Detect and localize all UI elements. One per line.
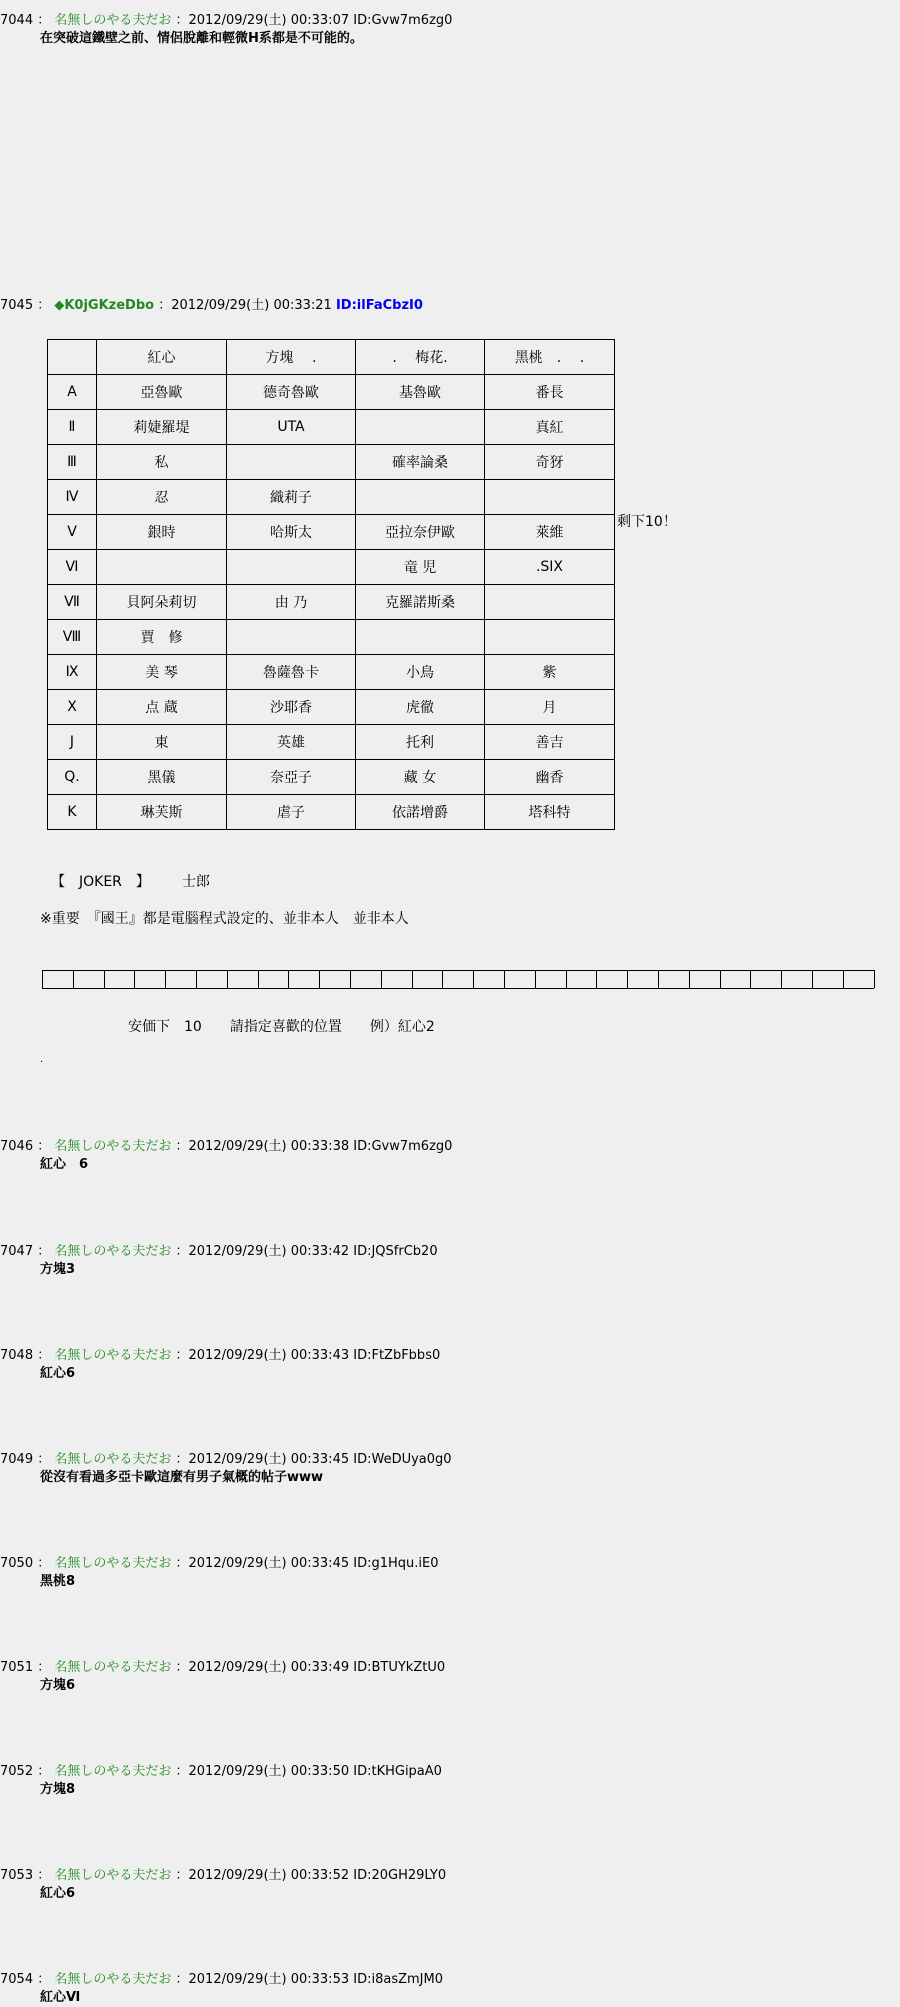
post-date: 2012/09/29(土) 00:33:50	[188, 1764, 350, 1779]
post-7050	[0, 1555, 890, 1591]
table-cell: 莉婕羅堤	[97, 410, 227, 445]
row-label-cell: Ⅳ	[48, 480, 97, 515]
poster-id: ID:ilFaCbzI0	[335, 298, 423, 313]
poster-id: ID:FtZbFbbs0	[353, 1348, 441, 1363]
post-7044	[0, 12, 890, 48]
poster-id: ID:Gvw7m6zg0	[353, 13, 453, 28]
poster-name: 名無しのやる夫だお	[54, 1868, 172, 1883]
poster-name: 名無しのやる夫だお	[54, 13, 172, 28]
row-label-cell: K	[48, 795, 97, 830]
table-cell: 虎徹	[356, 690, 485, 725]
table-row	[48, 725, 615, 760]
table-cell	[485, 480, 615, 515]
table-cell: 克羅諾斯桑	[356, 585, 485, 620]
poster-name: 名無しのやる夫だお	[54, 1972, 172, 1987]
table-cell: 塔科特	[485, 795, 615, 830]
row-label-cell: Ⅷ	[48, 620, 97, 655]
table-cell: 奈亞子	[227, 760, 356, 795]
ruler-tick	[843, 970, 844, 988]
table-cell: 依諾增爵	[356, 795, 485, 830]
ruler-tick	[442, 970, 443, 988]
post-7052	[0, 1763, 890, 1799]
post-body: 紅心6	[40, 1366, 76, 1381]
post-number: 7047	[0, 1244, 34, 1259]
poster-id: ID:i8asZmJM0	[353, 1972, 443, 1987]
ruler-tick	[196, 970, 197, 988]
table-cell: 亞拉奈伊歐	[356, 515, 485, 550]
row-label-cell: Ⅱ	[48, 410, 97, 445]
table-cell: 月	[485, 690, 615, 725]
ruler-line	[42, 970, 874, 988]
row-label-cell: J	[48, 725, 97, 760]
post-number: 7051	[0, 1660, 34, 1675]
joker-value: 士郎	[182, 874, 210, 890]
table-cell	[356, 620, 485, 655]
ruler-tick	[258, 970, 259, 988]
post-number: 7044	[0, 13, 34, 28]
ruler-tick	[319, 970, 320, 988]
poster-id: ID:tKHGipaA0	[353, 1764, 442, 1779]
table-cell	[227, 550, 356, 585]
ruler-tick	[535, 970, 536, 988]
post-body: 方塊3	[40, 1262, 76, 1277]
poster-name: 名無しのやる夫だお	[54, 1244, 172, 1259]
table-cell: 藏 女	[356, 760, 485, 795]
table-row	[48, 620, 615, 655]
table-header-cell: 方塊 .	[227, 340, 356, 375]
ruler-tick	[812, 970, 813, 988]
table-cell: 萊維	[485, 515, 615, 550]
table-row	[48, 655, 615, 690]
table-cell: 貝阿朵莉切	[97, 585, 227, 620]
table-cell: 沙耶香	[227, 690, 356, 725]
poster-name: 名無しのやる夫だお	[54, 1348, 172, 1363]
row-label-cell: Ⅶ	[48, 585, 97, 620]
poster-name: 名無しのやる夫だお	[54, 1556, 172, 1571]
post-date: 2012/09/29(土) 00:33:07	[188, 13, 350, 28]
row-label-cell: Q.	[48, 760, 97, 795]
important-note: ※重要 『國王』都是電腦程式設定的、並非本人 並非本人	[40, 911, 409, 927]
row-label-cell: Ⅵ	[48, 550, 97, 585]
table-cell	[485, 620, 615, 655]
post-number: 7052	[0, 1764, 34, 1779]
ruler-tick	[627, 970, 628, 988]
post-7047	[0, 1243, 890, 1279]
table-row	[48, 445, 615, 480]
table-cell	[356, 410, 485, 445]
post-body: 紅心6	[40, 1886, 76, 1901]
ruler-tick	[381, 970, 382, 988]
poster-name: 名無しのやる夫だお	[54, 1764, 172, 1779]
table-cell: 琳芙斯	[97, 795, 227, 830]
table-row	[48, 760, 615, 795]
row-label-cell: Ⅲ	[48, 445, 97, 480]
post-7049	[0, 1451, 890, 1487]
post-number: 7046	[0, 1139, 34, 1154]
post-number: 7054	[0, 1972, 34, 1987]
ruler-tick	[473, 970, 474, 988]
poster-id: ID:WeDUya0g0	[353, 1452, 452, 1467]
table-cell: 東	[97, 725, 227, 760]
table-cell: 德奇魯歐	[227, 375, 356, 410]
table-header-cell: 黑桃 . .	[485, 340, 615, 375]
row-label-cell: A	[48, 375, 97, 410]
table-cell: 奇犽	[485, 445, 615, 480]
ruler-tick	[658, 970, 659, 988]
post-header: 7047 ： 名無しのやる夫だお ：2012/09/29(土) 00:33:42 ID:JQSfrCb20	[0, 1244, 438, 1259]
table-cell: 黑儀	[97, 760, 227, 795]
poster-name: 名無しのやる夫だお	[54, 1139, 172, 1154]
post-header: 7054 ： 名無しのやる夫だお ：2012/09/29(土) 00:33:53 ID:i8asZmJM0	[0, 1972, 443, 1987]
instruction-text: 安価下 10 請指定喜歡的位置 例）紅心2	[128, 1019, 435, 1035]
poster-id: ID:Gvw7m6zg0	[353, 1139, 453, 1154]
ruler-tick	[596, 970, 597, 988]
table-row	[48, 375, 615, 410]
joker-label: 【 JOKER 】	[51, 874, 150, 890]
post-body: 紅心Ⅵ	[40, 1990, 81, 2005]
row-label-cell: Ⅹ	[48, 690, 97, 725]
table-row	[48, 410, 615, 445]
post-date: 2012/09/29(土) 00:33:38	[188, 1139, 350, 1154]
ruler-tick	[781, 970, 782, 988]
table-cell: 銀時	[97, 515, 227, 550]
post-number: 7053	[0, 1868, 34, 1883]
ruler-tick	[288, 970, 289, 988]
table-cell: 私	[97, 445, 227, 480]
table-cell: 英雄	[227, 725, 356, 760]
post-number: 7048	[0, 1348, 34, 1363]
table-header-cell: 紅心	[97, 340, 227, 375]
table-cell	[227, 620, 356, 655]
table-row	[48, 515, 615, 550]
table-row	[48, 585, 615, 620]
table-cell: 小鳥	[356, 655, 485, 690]
ruler-tick	[350, 970, 351, 988]
post-number: 7050	[0, 1556, 34, 1571]
table-cell: 托利	[356, 725, 485, 760]
ruler-tick	[134, 970, 135, 988]
table-cell: 哈斯太	[227, 515, 356, 550]
table-cell: UTA	[227, 410, 356, 445]
table-cell: 織莉子	[227, 480, 356, 515]
post-date: 2012/09/29(土) 00:33:45	[188, 1452, 350, 1467]
table-cell: 番長	[485, 375, 615, 410]
stray-dot: .	[40, 1054, 44, 1065]
post-header: 7046 ： 名無しのやる夫だお ：2012/09/29(土) 00:33:38 ID:Gvw7m6zg0	[0, 1139, 453, 1154]
table-cell: 幽香	[485, 760, 615, 795]
table-cell: 賈 修	[97, 620, 227, 655]
ruler-tick	[874, 970, 875, 988]
poster-name: 名無しのやる夫だお	[54, 1660, 172, 1675]
table-cell: 真紅	[485, 410, 615, 445]
ruler-tick	[42, 970, 43, 988]
ruler-tick	[165, 970, 166, 988]
post-body: 黑桃8	[40, 1574, 76, 1589]
table-header-row	[48, 340, 615, 375]
ruler-tick	[504, 970, 505, 988]
ruler-tick	[566, 970, 567, 988]
ruler-tick	[720, 970, 721, 988]
post-body: 在突破這鐵壁之前、情侶脫離和輕微H系都是不可能的。	[40, 31, 363, 46]
table-cell: 基魯歐	[356, 375, 485, 410]
post-header: 7045 ： ◆K0jGKzeDbo ：2012/09/29(土) 00:33:21 ID:ilFaCbzI0	[0, 298, 423, 313]
poster-trip: ◆K0jGKzeDbo	[54, 298, 155, 313]
post-body: 紅心 6	[40, 1157, 89, 1172]
post-date: 2012/09/29(土) 00:33:52	[188, 1868, 350, 1883]
post-7048	[0, 1347, 890, 1383]
post-date: 2012/09/29(土) 00:33:43	[188, 1348, 350, 1363]
post-body: 方塊6	[40, 1678, 76, 1693]
table-row	[48, 550, 615, 585]
ruler-tick	[689, 970, 690, 988]
post-date: 2012/09/29(土) 00:33:53	[188, 1972, 350, 1987]
table-header-cell: . 梅花.	[356, 340, 485, 375]
post-header: 7053 ： 名無しのやる夫だお ：2012/09/29(土) 00:33:52 ID:20GH29LY0	[0, 1868, 447, 1883]
post-number: 7049	[0, 1452, 34, 1467]
table-cell: 竜 児	[356, 550, 485, 585]
table-cell: 紫	[485, 655, 615, 690]
post-date: 2012/09/29(土) 00:33:49	[188, 1660, 350, 1675]
table-cell	[356, 480, 485, 515]
table-cell: 確率論桑	[356, 445, 485, 480]
ruler-tick	[73, 970, 74, 988]
post-number: 7045	[0, 298, 34, 313]
table-row	[48, 480, 615, 515]
table-cell	[485, 585, 615, 620]
table-cell: 亞魯歐	[97, 375, 227, 410]
post-7051	[0, 1659, 890, 1695]
post-header: 7050 ： 名無しのやる夫だお ：2012/09/29(土) 00:33:45 ID:g1Hqu.iE0	[0, 1556, 439, 1571]
row-label-cell: Ⅸ	[48, 655, 97, 690]
table-cell: 美 琴	[97, 655, 227, 690]
row-label-cell: Ⅴ	[48, 515, 97, 550]
ruler-tick	[104, 970, 105, 988]
post-body: 方塊8	[40, 1782, 76, 1797]
card-selection-table	[47, 339, 615, 830]
post-date: 2012/09/29(土) 00:33:21	[171, 298, 332, 313]
post-header: 7048 ： 名無しのやる夫だお ：2012/09/29(土) 00:33:43 ID:FtZbFbbs0	[0, 1348, 441, 1363]
table-row	[48, 690, 615, 725]
post-date: 2012/09/29(土) 00:33:45	[188, 1556, 350, 1571]
ruler-tick	[227, 970, 228, 988]
poster-id: ID:JQSfrCb20	[353, 1244, 438, 1259]
poster-id: ID:g1Hqu.iE0	[353, 1556, 439, 1571]
table-cell: 由 乃	[227, 585, 356, 620]
post-header: 7051 ： 名無しのやる夫だお ：2012/09/29(土) 00:33:49 ID:BTUYkZtU0	[0, 1660, 446, 1675]
table-cell: 虐子	[227, 795, 356, 830]
table-cell: 忍	[97, 480, 227, 515]
table-cell: 魯薩魯卡	[227, 655, 356, 690]
remaining-count: 剩下10！	[617, 514, 677, 530]
ruler-tick	[750, 970, 751, 988]
table-row	[48, 795, 615, 830]
post-header: 7052 ： 名無しのやる夫だお ：2012/09/29(土) 00:33:50 ID:tKHGipaA0	[0, 1764, 442, 1779]
table-cell	[227, 445, 356, 480]
table-cell: 善吉	[485, 725, 615, 760]
poster-id: ID:BTUYkZtU0	[353, 1660, 446, 1675]
table-header-cell	[48, 340, 97, 375]
post-header: 7049 ： 名無しのやる夫だお ：2012/09/29(土) 00:33:45 ID:WeDUya0g0	[0, 1452, 452, 1467]
post-date: 2012/09/29(土) 00:33:42	[188, 1244, 350, 1259]
post-7046	[0, 1138, 890, 1174]
table-cell	[97, 550, 227, 585]
post-body: 從沒有看過多亞卡歐這麼有男子氣概的帖子www	[40, 1470, 324, 1485]
poster-id: ID:20GH29LY0	[353, 1868, 447, 1883]
post-7045	[0, 297, 890, 315]
table-cell: 点 蔵	[97, 690, 227, 725]
table-cell: .SIX	[485, 550, 615, 585]
post-7054	[0, 1971, 890, 2007]
post-header: 7044 ： 名無しのやる夫だお ：2012/09/29(土) 00:33:07 ID:Gvw7m6zg0	[0, 13, 453, 28]
poster-name: 名無しのやる夫だお	[54, 1452, 172, 1467]
ruler-tick	[412, 970, 413, 988]
post-7053	[0, 1867, 890, 1903]
